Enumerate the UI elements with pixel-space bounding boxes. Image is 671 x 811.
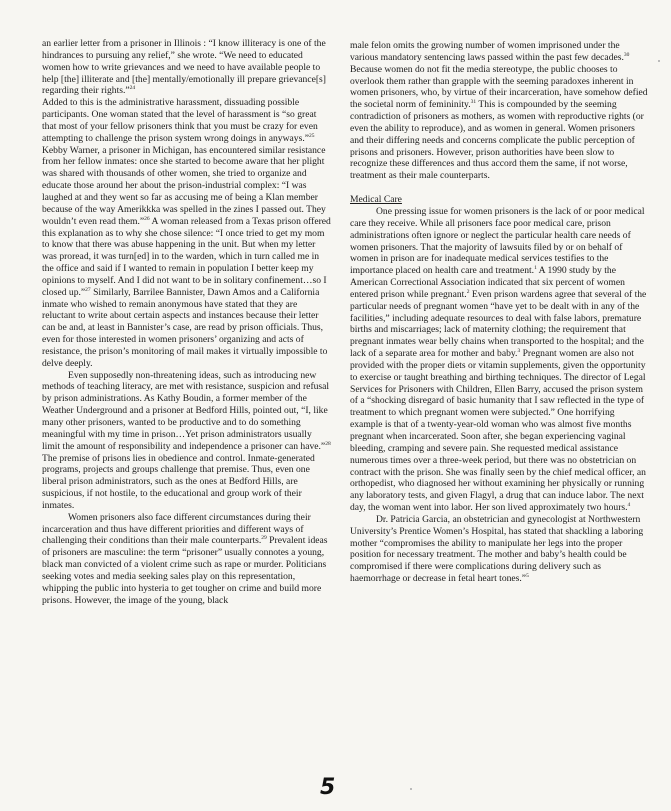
paragraph — [350, 514, 648, 585]
text-run: This is compounded by the seeming contradiction of prisoners as mothers, as women with reproductive rights (or even the ability to reproduce), and as women in general. Women prisoners and their differing needs and concerns complicate the public perception of prisons and prisoners. However, prison authorities have been slow to recognize these differences and thus accord them the same, if not worse, treatment as their male counterparts. — [350, 99, 644, 182]
left-column — [42, 38, 332, 607]
text-run: Similarly, Barrilee Bannister, Dawn Amos and a California inmate who wished to remain anonymous have stated that they are reluctant to write about certain aspects and instances because their letter can be and, at least in Bannister’s case, are read by prison officials. Thus, even for those interested in women prisoners’ organizing and acts of resistance, the prison’s monitoring of mail makes it virtually impossible to delve deeply. — [42, 286, 328, 369]
text-run: Prevalent ideas of prisoners are masculine: the term “prisoner” usually connotes a young, black man convicted of a violent crime such as rape or murder. Politicians seeking votes and media seeking sales play on this representation, whipping the public into hysteria to get tougher on crime and build more prisons. However, the image of the young, black — [42, 535, 328, 606]
paragraph — [350, 206, 648, 514]
text-run: One pressing issue for women prisoners is the lack of or poor medical care they receive. While all prisoners face poor medical care, prison administrations often ignore or neglect the particular health care needs of women prisoners. That the majority of lawsuits filed by or on behalf of women in prison are for inadequate medical services testifies to the importance placed on health care and treatment. — [350, 205, 645, 277]
footnote-ref: 24 — [129, 85, 136, 92]
footnote-ref: 25 — [308, 132, 315, 139]
footnote-ref: 2 — [466, 288, 470, 295]
footnote-ref: 29 — [261, 535, 267, 542]
paragraph — [42, 512, 332, 607]
text-run: A 1990 study by the American Correctional Association indicated that six percent of women entered prison while pregnant. — [350, 265, 625, 300]
text-run: Even supposedly non-threatening ideas, such as introducing new methods of teaching literacy, are met with resistance, suspicion and refusal by prison administrations. As Kathy Boudin, a former member of the Weather Underground and a prisoner at Bedford Hills, pointed out, “I, like many other prisoners, wanted to be productive and to do something meaningful with my time in prison…Yet prison administrators usually limit the amount of responsibility and independence a prisoner can have.” — [42, 369, 330, 452]
paragraph — [42, 38, 332, 97]
text-run: an earlier letter from a prisoner in Illinois : “I know illiteracy is one of the hindrances to pursuing any relief,” she wrote. “We need to educated women how to write grievances and we need to have available people to help [the] illiterate and [the] mentally/emotionally ill prepare grievance[s] regarding their rights.” — [42, 38, 326, 97]
footnote-ref: 27 — [85, 286, 91, 293]
text-run: Pregnant women are also not provided with the proper diets or vitamin supplements, given the opportunity to exercise or taught breathing and birthing techniques. The director of Legal Services for Prisoners with Children, Ellen Barry, accused the prison system of a “shocking disregard of basic humanity that I saw reflected in the type of treatment to which pregnant women were subjected.” One horrifying example is that of a twenty-year-old woman who was almost five months pregnant when incarcerated. Soon after, she began experiencing vaginal bleeding, cramping and severe pain. She requested medical assistance numerous times over a three-week period, but there was no obstetrician on contract with the prison. She was finally seen by the chief medical officer, an orthopedist, who diagnosed her without examining her physically or running any laboratory tests, and given Flagyl, a drug that can induce labor. The next day, the woman went into labor. Her son lived approximately two hours. — [350, 348, 646, 514]
text-run: Because women do not fit the media stereotype, the public chooses to overlook them rather than grapple with the seeming paradoxes inherent in women prisoners, who, by virtue of their incarceration, have somehow defied the societal norm of femininity. — [350, 63, 648, 111]
right-column — [350, 40, 648, 585]
text-run: male felon omits the growing number of women imprisoned under the various mandatory sentencing laws passed within the past few decades. — [350, 40, 624, 63]
footnote-ref: 4 — [627, 501, 631, 508]
section-heading: Medical Care — [350, 194, 402, 206]
text-run: Kebby Warner, a prisoner in Michigan, has encountered similar resistance from her fellow inmates: once she started to become aware that her plight was shared with thousands of other women, she tried to organize and educate those around her about the prison-industrial complex: “I was laughed at and they went so far as accusing me of being a Klan member because of the way Amerikkka was spelled in the zines I passed out. They wouldn’t even read them.” — [42, 144, 326, 227]
text-run: Dr. Patricia Garcia, an obstetrician and gynecologist at Northwestern University’s Prentice Women’s Hospital, has stated that shackling a laboring mother “compromises the ability to manipulate her legs into the proper position for necessary treatment. The mother and baby’s health could be compromised if there were complications during delivery such as haemorrhage or decrease in fetal heart tones.” — [350, 513, 644, 585]
footnote-ref: 1 — [534, 265, 537, 271]
scan-speck — [410, 788, 412, 790]
paragraph — [42, 370, 332, 512]
paragraph — [350, 40, 648, 182]
text-run: The premise of prisons lies in obedience and control. Inmate-generated programs, projects and groups challenge that premise. Thus, even one liberal prison administrators, such as the ones at Bedford Hills, are suspicious, if not hostile, to the educational and group work of their inmates. — [42, 452, 315, 511]
footnote-ref: 3 — [517, 347, 521, 354]
footnote-ref: 31 — [470, 99, 477, 106]
paragraph — [42, 97, 332, 369]
footnote-ref: 28 — [325, 440, 331, 447]
page-number: 5 — [320, 775, 336, 800]
footnote-ref: 5 — [526, 572, 529, 579]
footnote-ref: 30 — [623, 51, 630, 58]
text-run: Women prisoners also face different circumstances during their incarceration and thus have different priorities and different ways of challenging their conditions than their male counterparts. — [42, 511, 311, 547]
text-run: Added to this is the administrative harassment, dissuading possible participants. One woman stated that the level of harassment is “so great that most of your fellow prisoners think that you must be crazy for even attempting to challenge the prison system wrong doings in anyways.” — [42, 97, 318, 144]
text-run: A woman released from a Texas prison offered this explanation as to why she chose silence: “I once tried to get my mom to know that there was abuse happening in the unit. But when my letter was proread, it was turn[ed] in to the warden, which in turn called me in the office and said if I wanted to remain in population I better keep my opinions to myself. And I did not want to be in solitary confinement…so I closed up.” — [42, 215, 331, 298]
scan-speck — [658, 60, 660, 62]
text-run: Even prison wardens agree that several of the particular needs of pregnant women “have yet to be dealt with in any of the facilities,” including adequate resources to deal with false labors, premature births and miscarriages; lack of maternity clothing; the requirement that pregnant inmates wear belly chains when transported to the hospital; and the lack of a separate area for mother and baby. — [350, 288, 647, 360]
footnote-ref: 26 — [144, 215, 150, 222]
